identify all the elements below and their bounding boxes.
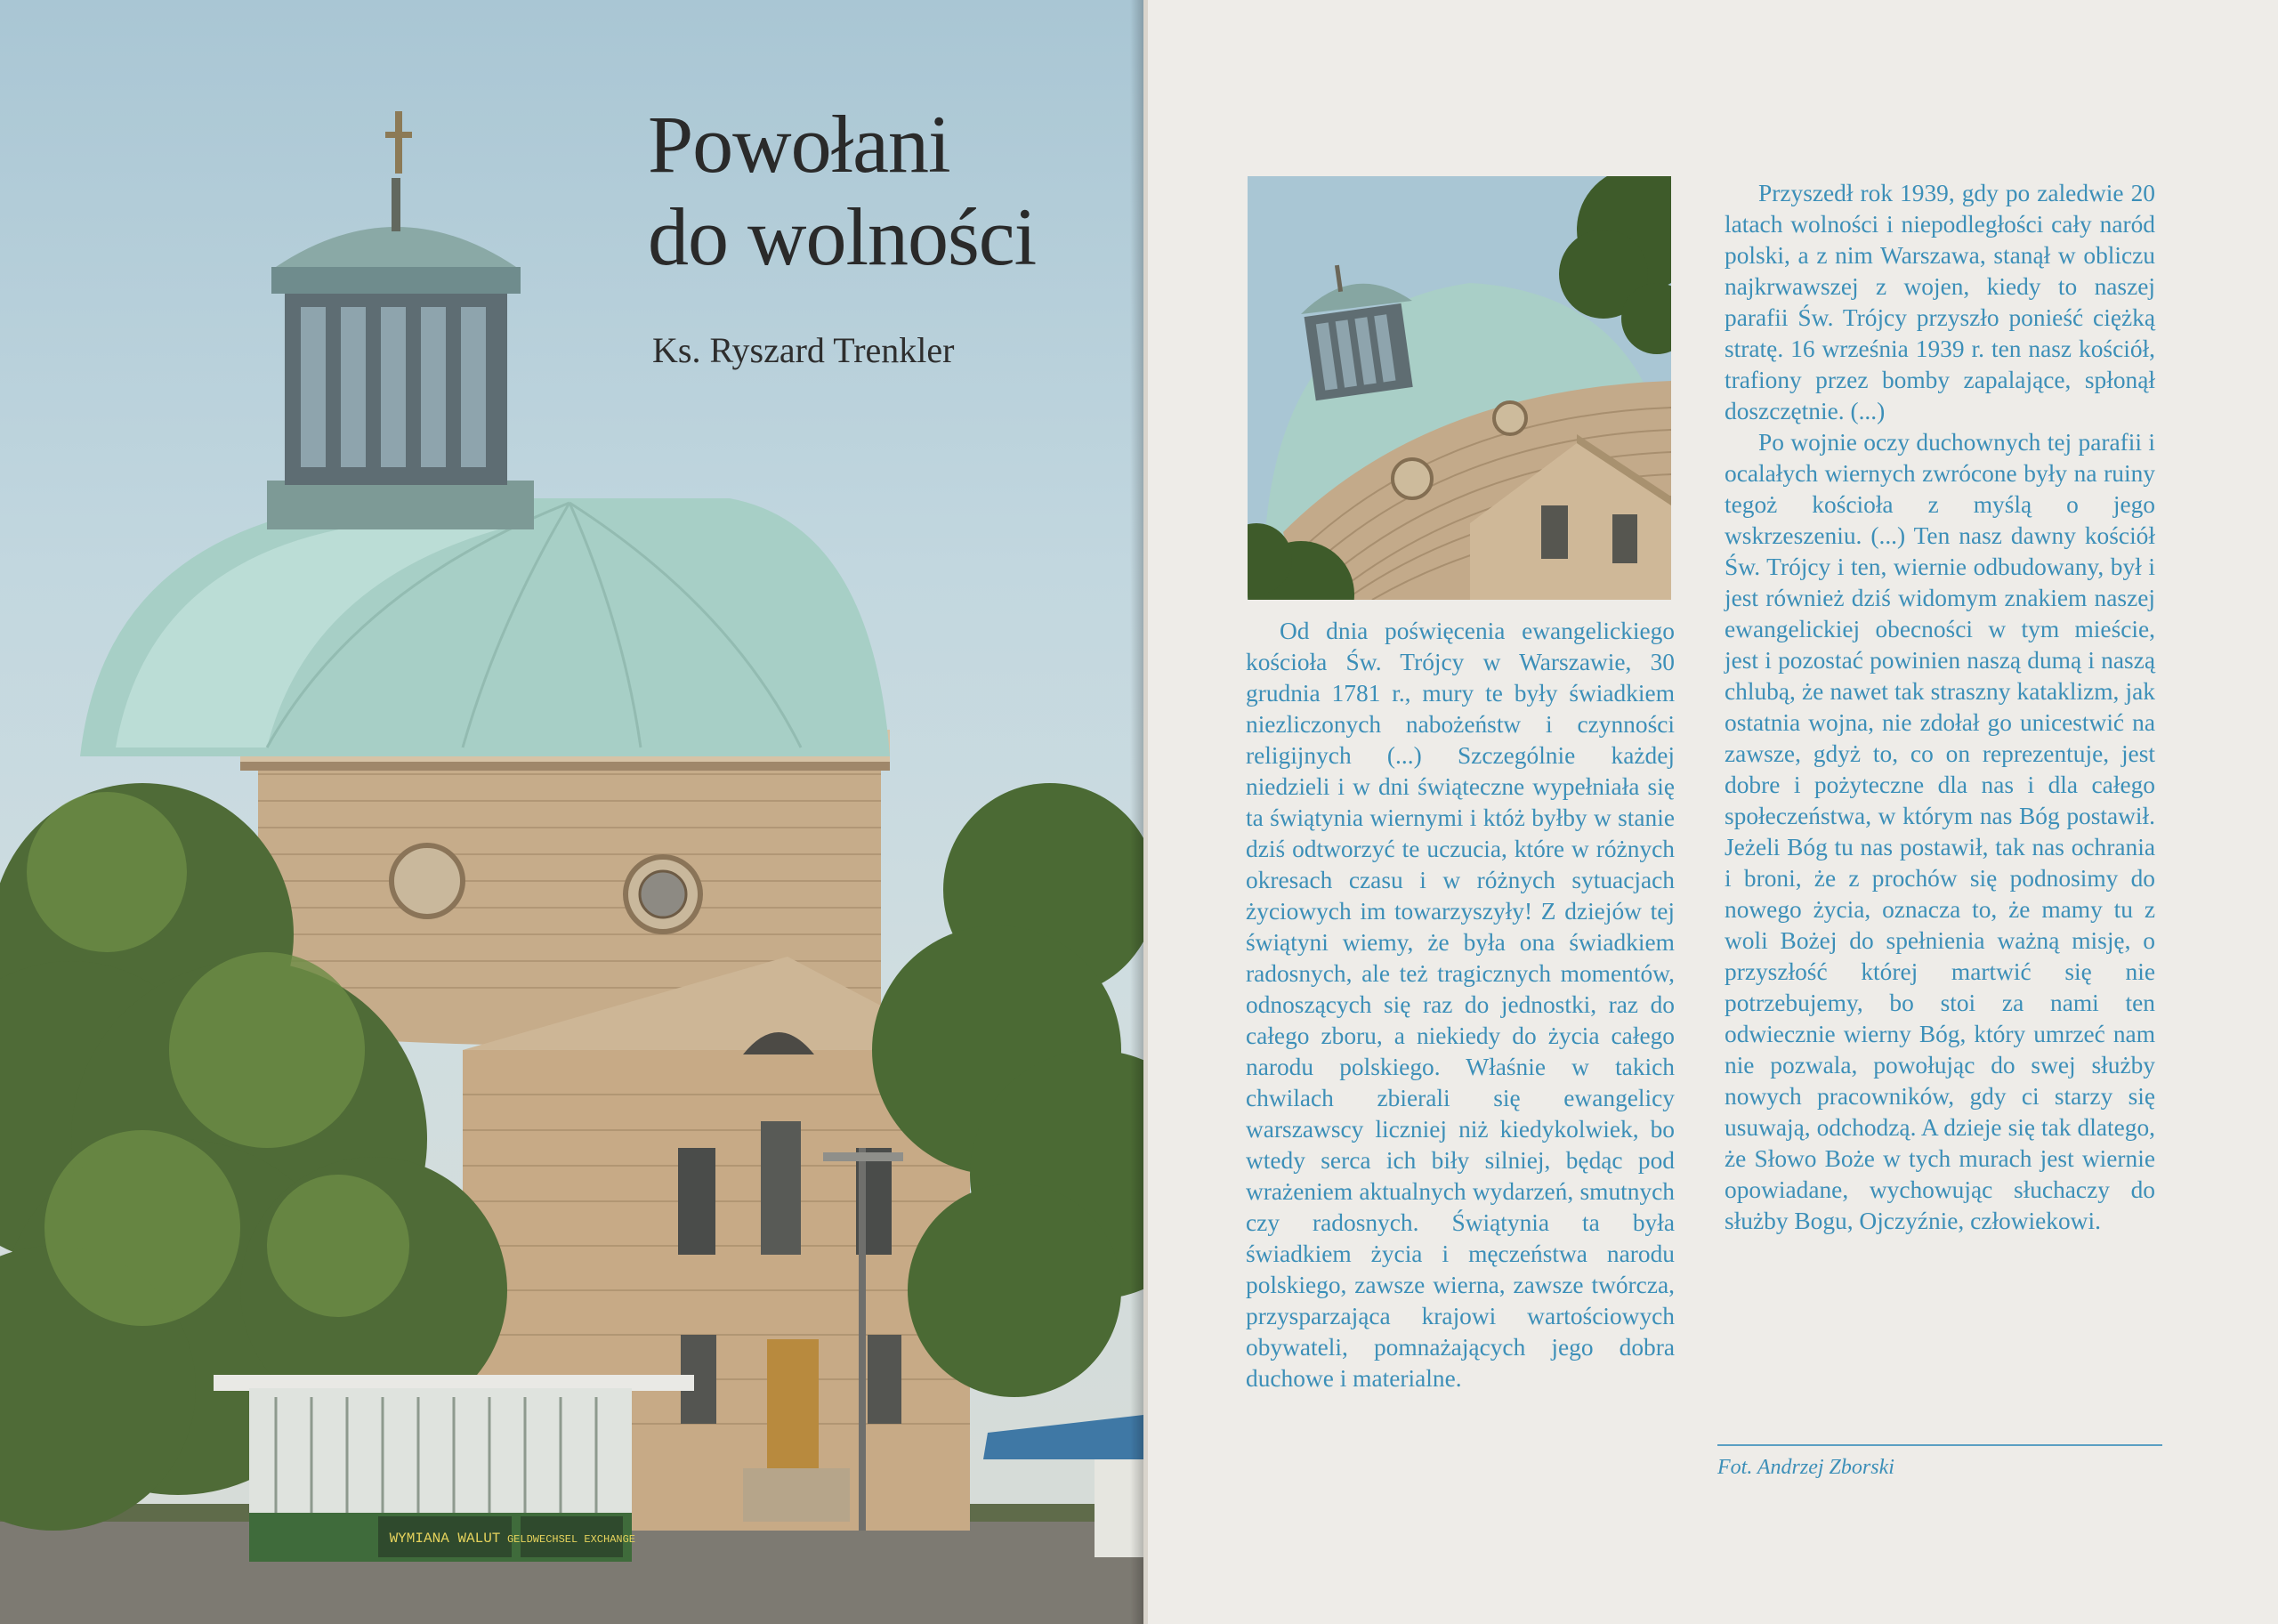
paragraph: Po wojnie oczy duchownych tej parafii i ocalałych wiernych zwrócone były na ruiny tegoż kościoła z myślą o jego wskrzeszeniu. (...) Ten nasz dawny kościół Św. Trójcy i ten, wiernie odbudowany, był i jest również dziś widomym znakiem naszej ewangelickiej obecności w tym mieście, jest i pozostać powinien naszą dumą i naszą chlubą, że nawet tak straszny kataklizm, jak ostatnia wojna, nie zdołał go unicestwić na zawsze, gdyż to, co on reprezentuje, jest dobre i pożyteczne dla nas i dla całego społeczeństwa, w którym nas Bóg postawił. Jeżeli Bóg tu nas postawił, tak nas ochrania i broni, że z prochów się podnosimy do nowego życia, oznacza to, że mamy tu z woli Bożej do spełnienia ważną misję, o przyszłość której martwić się nie potrzebujemy, bo stoi za nami ten odwiecznie wierny Bóg, który umrzeć nam nie pozwala, powołując do swej służby nowych pracowników, gdy ci starzy się usuwają, odchodzą. A dzieje się tak dlatego, że Słowo Boże w tych murach jest wiernie opowiadane, wychowując słuchaczy do służby Bogu, Ojczyźnie, człowiekowi. xyxy=(1725,429,2155,1234)
kiosk-sign-right: GELDWECHSEL EXCHANGE xyxy=(506,1533,636,1546)
back-cover xyxy=(1148,0,2278,1624)
spine-shadow xyxy=(1130,0,1143,1624)
credit-divider xyxy=(1717,1444,2162,1446)
book-title-line-2: do wolności xyxy=(648,191,1037,282)
paragraph: Przyszedł rok 1939, gdy po zaledwie 20 latach wolności i niepodległości cały naród polski, a z nim Warszawa, stanął w obliczu najkrwawszej z wojen, kiedy to naszej parafii Św. Trójcy przyszło ponieść ciężką stratę. 16 września 1939 r. ten nasz kościół, trafiony przez bomby zapalające, spłonął doszczętnie. (...) xyxy=(1725,180,2155,424)
book-title xyxy=(648,98,1036,283)
photo-credit: Fot. Andrzej Zborski xyxy=(1717,1456,1894,1479)
kiosk-sign-left: WYMIANA WALUT xyxy=(389,1531,501,1547)
church-dome-photo xyxy=(1248,176,1671,600)
text-column-left xyxy=(1246,616,1675,1394)
paragraph: Od dnia poświęcenia ewangelickiego kościoła Św. Trójcy w Warszawie, 30 grudnia 1781 r., mury te były świadkiem niezliczonych nabożeństw i czynności religijnych (...) Szczególnie każdej niedzieli i w dni świąteczne wypełniała się ta świątynia wiernymi i któż byłby w stanie dziś odtworzyć te uczucia, które w różnych okresach czasu i w różnych sytuacjach życiowych im towarzyszyły! Z dziejów tej świątyni wiemy, że była ona świadkiem radosnych, ale też tragicznych momentów, odnoszących się raz do jednostki, raz do całego zboru, a niekiedy do życia całego narodu polskiego. Właśnie w takich chwilach zbierali się ewangelicy warszawscy liczniej niż kiedykolwiek, bo wtedy serca ich biły silniej, będąc pod wrażeniem aktualnych wydarzeń, smutnych czy radosnych. Świątynia ta była świadkiem życia i męczeństwa narodu polskiego, zawsze wierna, zawsze twórcza, przysparzająca krajowi wartościowych obywateli, pomnażających jego dobra duchowe i materialne. xyxy=(1246,618,1675,1392)
text-column-right xyxy=(1725,178,2155,1237)
book-author: Ks. Ryszard Trenkler xyxy=(652,330,955,370)
book-title-line-1: Powołani xyxy=(648,99,950,190)
